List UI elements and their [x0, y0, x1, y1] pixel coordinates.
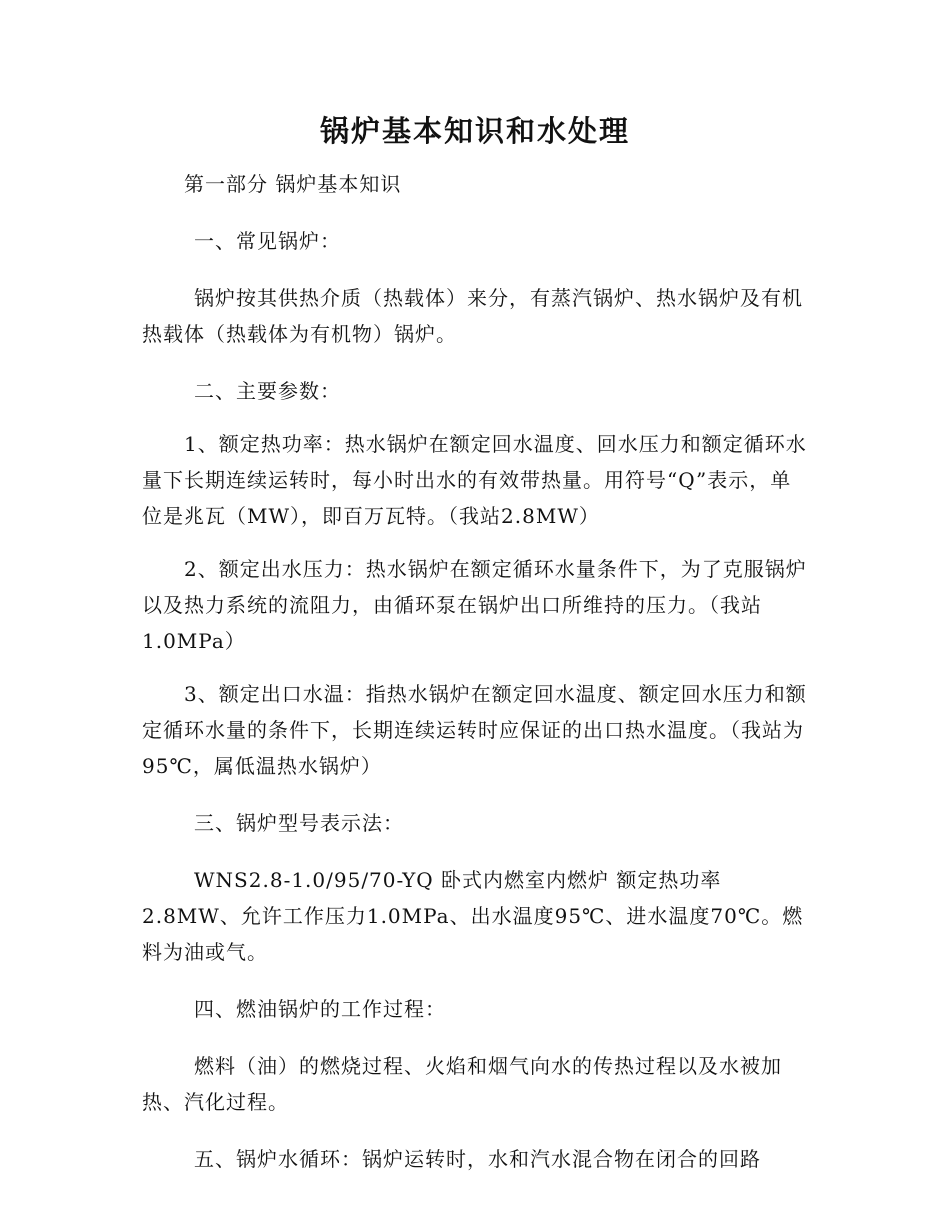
section-3-heading: 三、锅炉型号表示法：	[194, 811, 404, 835]
section-3-paragraph: WNS2.8-1.0/95/70-YQ 卧式内燃室内燃炉 额定热功率2.8MW、允许工作压力1.0MPa、出水温度95℃、进水温度70℃。燃料为油或气。	[142, 868, 804, 964]
document-body	[142, 166, 810, 1177]
part-heading: 第一部分 锅炉基本知识	[184, 172, 402, 196]
document-title: 锅炉基本知识和水处理	[319, 114, 630, 148]
section-4-heading: 四、燃油锅炉的工作过程：	[194, 997, 446, 1021]
section-2-item-1: 1、额定热功率：热水锅炉在额定回水温度、回水压力和额定循环水量下长期连续运转时，每小时出水的有效带热量。用符号“Q”表示，单位是兆瓦（MW），即百万瓦特。（我站2.8MW）	[142, 432, 807, 528]
section-2-heading: 二、主要参数：	[194, 379, 341, 403]
section-4-paragraph: 燃料（油）的燃烧过程、火焰和烟气向水的传热过程以及水被加热、汽化过程。	[142, 1054, 782, 1114]
section-1-paragraph: 锅炉按其供热介质（热载体）来分，有蒸汽锅炉、热水锅炉及有机热载体（热载体为有机物）锅炉。	[142, 286, 803, 346]
section-2-item-3: 3、额定出口水温：指热水锅炉在额定回水温度、额定回水压力和额定循环水量的条件下，长期连续运转时应保证的出口热水温度。（我站为95℃，属低温热水锅炉）	[142, 682, 807, 778]
section-2-item-2: 2、额定出水压力：热水锅炉在额定循环水量条件下，为了克服锅炉以及热力系统的流阻力，由循环泵在锅炉出口所维持的压力。（我站1.0MPa）	[142, 557, 807, 653]
section-5-paragraph: 五、锅炉水循环：锅炉运转时，水和汽水混合物在闭合的回路	[194, 1147, 761, 1171]
section-1-heading: 一、常见锅炉：	[194, 229, 341, 253]
